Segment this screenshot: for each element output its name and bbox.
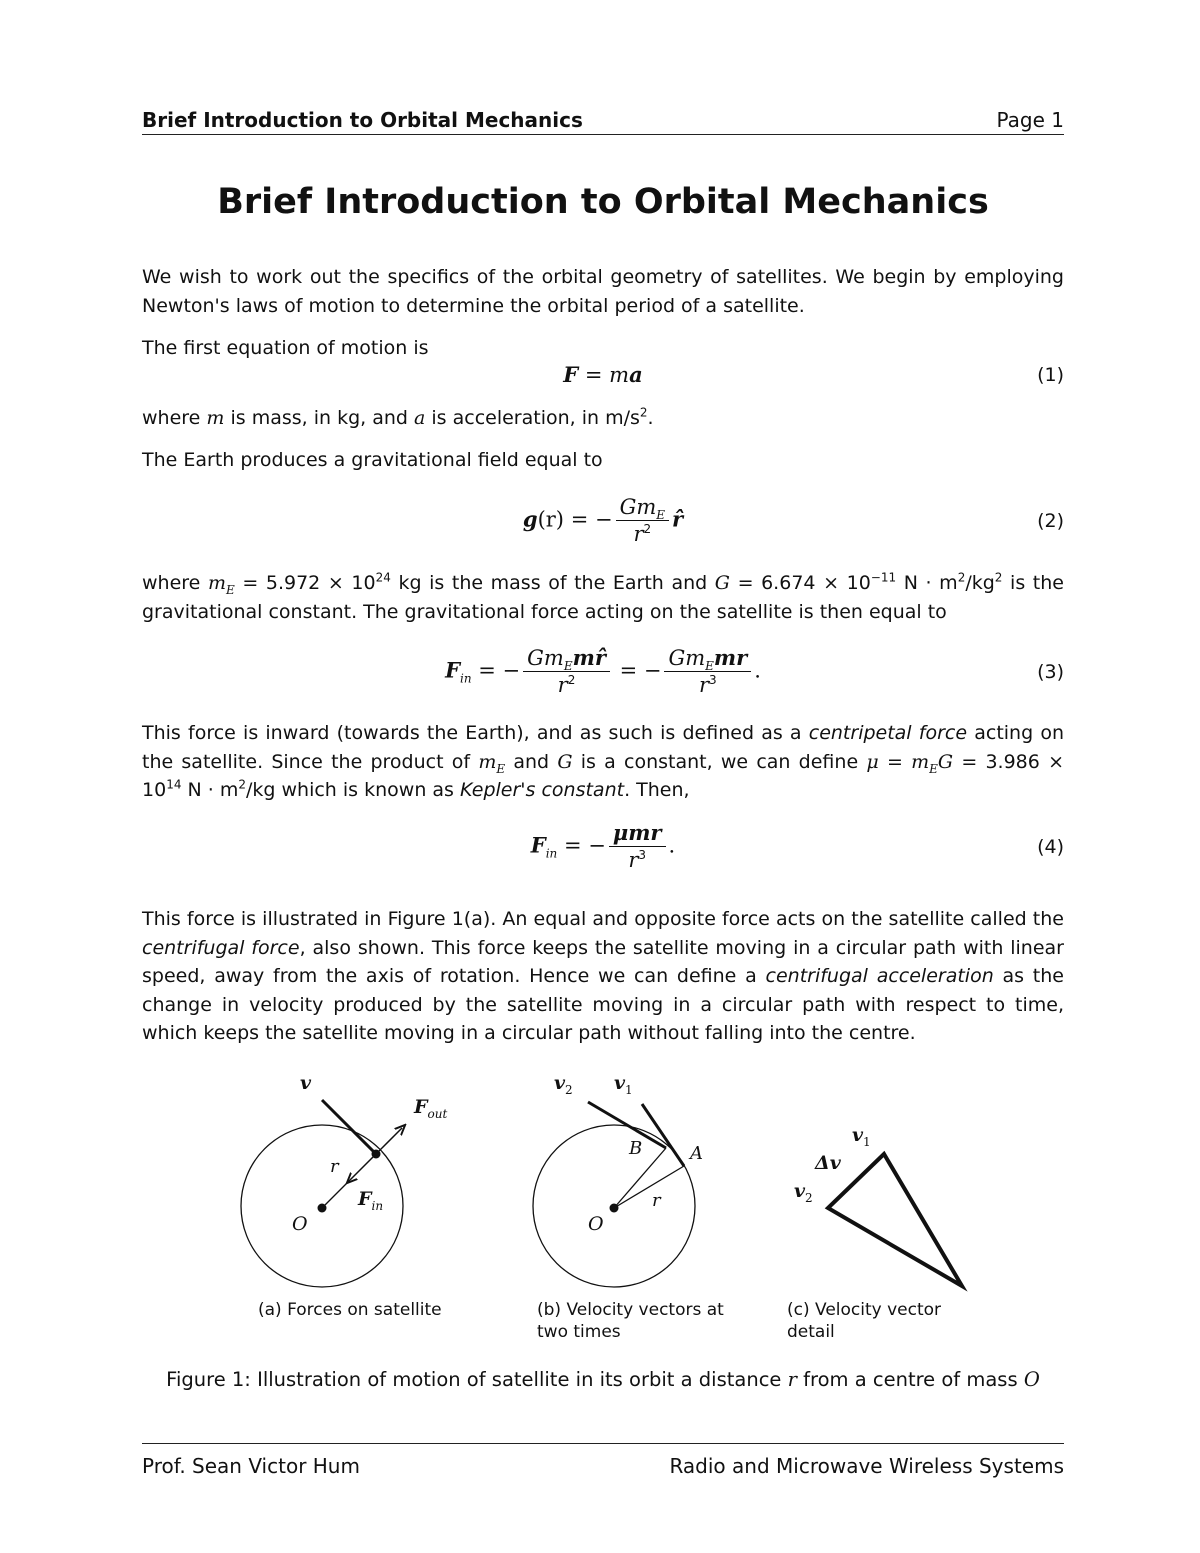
velocity-arrow (322, 1100, 376, 1154)
label-v1: $v_1$ (852, 1124, 871, 1149)
running-footer (142, 1443, 1064, 1478)
footer-course: Radio and Microwave Wireless Systems (669, 1454, 1064, 1478)
equation-3: $F_{in}$ = − $\frac{Gm_Emr̂}{r^2}$ = − $\frac{Gm_Emr}{r^3}$ . (3) (445, 645, 1064, 697)
figure-b (530, 1070, 730, 1350)
label-v1: $v_1$ (614, 1072, 633, 1097)
label-o: O (588, 1213, 604, 1235)
paragraph-first-equation: The first equation of motion is (142, 337, 429, 359)
label-fin: $F_{in}$ (358, 1188, 384, 1213)
equation-4: $F_{in}$ = − $\frac{\text{μmr}}{r^3}$ . (4) (530, 820, 1064, 872)
equation-number: (3) (1037, 661, 1064, 683)
label-v2: $v_2$ (794, 1180, 813, 1205)
centre-dot (318, 1204, 327, 1213)
fin-arrow (350, 1154, 376, 1180)
figure-b-diagram (530, 1070, 730, 1300)
caption-a: (a) Forces on satellite (258, 1300, 442, 1320)
running-header (142, 108, 1064, 135)
label-r: r (652, 1190, 661, 1211)
page-number: Page 1 (996, 108, 1064, 132)
equation-number: (4) (1037, 836, 1064, 858)
label-a: A (690, 1143, 703, 1164)
label-o: O (292, 1213, 308, 1235)
velocity-triangle (828, 1154, 962, 1286)
equation-number: (1) (1037, 364, 1064, 386)
document-title: Brief Introduction to Orbital Mechanics (217, 182, 989, 222)
fout-arrow (376, 1128, 402, 1154)
paragraph-mass-acceleration: where m is mass, in kg, and a is acceleration, in $m/s^2$. (142, 405, 654, 429)
label-b: B (629, 1138, 643, 1159)
v1-arrow (642, 1104, 684, 1166)
header-title: Brief Introduction to Orbital Mechanics (142, 108, 583, 132)
figure-caption: Figure 1: Illustration of motion of satellite in its orbit a distance r from a centre of mass O (166, 1368, 1040, 1391)
figure-c (780, 1070, 980, 1350)
v2-arrow (588, 1102, 666, 1148)
paragraph-intro: We wish to work out the specifics of the orbital geometry of satellites. We begin by employing Newton's laws of motion to determine the orbital period of a satellite. (142, 266, 1064, 317)
label-r: r (330, 1156, 339, 1177)
label-v2: $v_2$ (554, 1072, 573, 1097)
centre-dot (610, 1204, 619, 1213)
radius-line (322, 1180, 350, 1208)
footer-author: Prof. Sean Victor Hum (142, 1454, 360, 1478)
equation-number: (2) (1037, 510, 1064, 532)
caption-b: (b) Velocity vectors at two times (537, 1300, 724, 1342)
satellite-dot (372, 1150, 381, 1159)
label-fout: $F_{out}$ (414, 1096, 448, 1121)
radius-a (614, 1166, 684, 1208)
figure-a (230, 1070, 450, 1340)
paragraph-centripetal: This force is inward (towards the Earth), and as such is defined as a centripetal force acting on the satellite. Since the product of $m_E$ and G is a constant, we can define $\mu = m_EG = 3.986 \times 10^{14}$ $N \cdot m^2/kg$ which is known as Kepler's constant. Then, (142, 722, 1065, 801)
equation-2: g(r) = − $\frac{Gm_E}{r^2}$ r̂ (2) (522, 495, 1064, 546)
label-v: v (300, 1072, 312, 1094)
paragraph-centrifugal: This force is illustrated in Figure 1(a). An equal and opposite force acts on the satellite called the centrifugal force, also shown. This force keeps the satellite moving in a circular path with linear speed, away from the axis of rotation. Hence we can define a centrifugal acceleration as the change in velocity produced by the satellite moving in a circular path with respect to time, which keeps the satellite moving in a circular path without falling into the centre. (142, 908, 1064, 1044)
equation-1: F = ma (1) (563, 362, 1064, 387)
label-delta-v: Δv (815, 1152, 841, 1174)
paragraph-constants: where $m_E = 5.972 \times 10^{24}$ kg is the mass of the Earth and $G = 6.674 \times 10^{-11}$ $N \cdot m^2/kg^2$ is the gravitational constant. The gravitational force acting on the satellite is then equal to (142, 570, 1064, 623)
caption-c: (c) Velocity vector detail (787, 1300, 942, 1342)
paragraph-gravitational-field: The Earth produces a gravitational field equal to (142, 449, 603, 471)
